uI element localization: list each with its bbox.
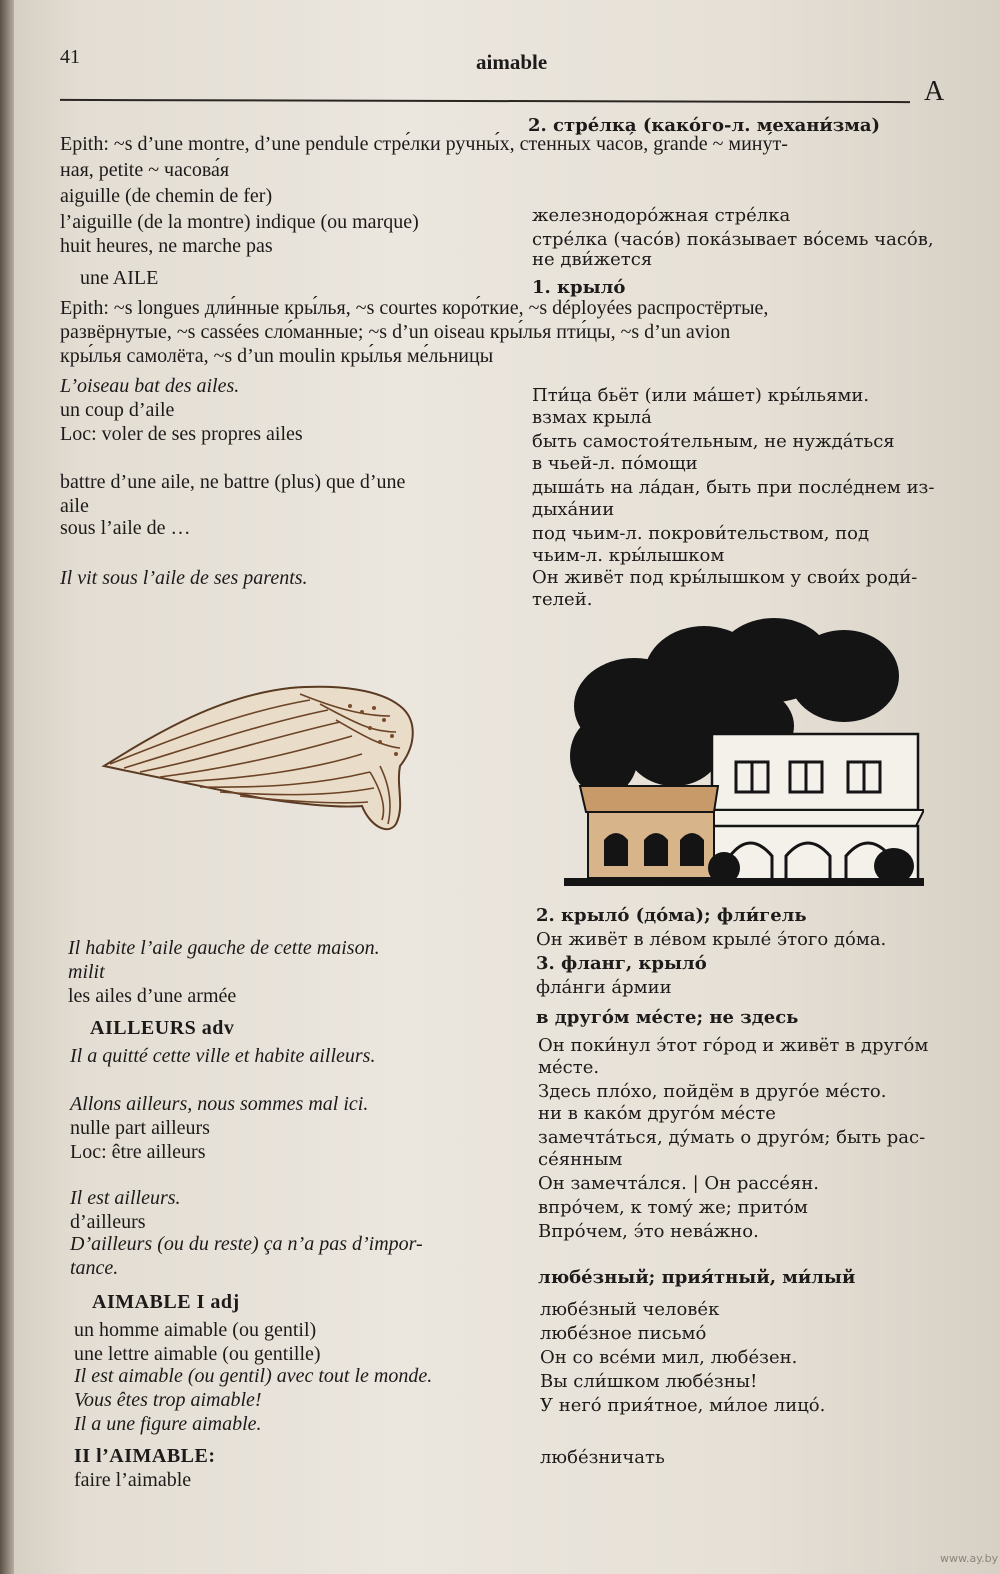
translation-line: замечта́ться, ду́мать о друго́м; быть рас- (538, 1127, 926, 1148)
translation-line: быть самостоя́тельным, не нужда́ться (532, 431, 895, 452)
translation-line: в чьей-л. по́мощи (532, 453, 698, 474)
entry-heading: II l’AIMABLE: (74, 1445, 216, 1467)
sense-heading: 2. крыло́ (до́ма); фли́гель (536, 905, 807, 926)
example-line: Il est aimable (ou gentil) avec tout le monde. (74, 1365, 433, 1387)
translation-line: ни в како́м друго́м ме́сте (538, 1103, 776, 1124)
example-line: Il vit sous l’aile de ses parents. (60, 567, 308, 589)
example-line: Allons ailleurs, nous sommes mal ici. (70, 1093, 369, 1115)
translation-line: стре́лка (часо́в) пока́зывает во́семь часо́в, (532, 229, 934, 250)
translation-line: чьим-л. кры́лышком (532, 545, 725, 566)
example-line: L’oiseau bat des ailes. (60, 375, 240, 397)
translation-line: ме́сте. (538, 1057, 600, 1078)
text-line: ная, petite ~ часова́я (60, 159, 230, 181)
text-line: aiguille (de chemin de fer) (60, 185, 273, 207)
sense-heading: 3. фланг, крыло́ (536, 953, 707, 974)
text-line: Loc: voler de ses propres ailes (60, 423, 303, 445)
sense-heading: 1. крыло́ (532, 277, 626, 298)
translation-line: Вы сли́шком любе́зны! (540, 1371, 758, 1392)
example-line: tance. (70, 1257, 119, 1279)
text-line: l’aiguille (de la montre) indique (ou marque) (60, 211, 419, 233)
sense-heading: любе́зный; прия́тный, ми́лый (538, 1267, 856, 1288)
sense-heading: 2. стре́лка (како́го-л. механи́зма) (528, 115, 881, 136)
translation-line: У него́ прия́тное, ми́лое лицо́. (540, 1395, 826, 1416)
entry-heading: AIMABLE I adj (92, 1291, 240, 1313)
entry-heading: une AILE (80, 267, 159, 289)
translation-line: под чьим-л. покрови́тельством, под (532, 523, 870, 544)
text-line: Epith: ~s d’une montre, d’une pendule стре́лки ручны́х, стенны́х часо́в, grande ~ мину́т- (60, 133, 788, 155)
translation-line: Здесь пло́хо, пойдём в друго́е ме́сто. (538, 1081, 887, 1102)
text-line: un coup d’aile (60, 399, 175, 421)
translation-line: взмах крыла́ (532, 407, 652, 428)
example-line: Il habite l’aile gauche de cette maison. (68, 937, 380, 959)
translation-line: впро́чем, к тому́ же; прито́м (538, 1197, 808, 1218)
text-line: un homme aimable (ou gentil) (74, 1319, 317, 1341)
text-line: une lettre aimable (ou gentille) (74, 1343, 321, 1365)
translation-line: любе́зное письмо́ (540, 1323, 707, 1344)
text-line: кры́лья самолёта, ~s d’un moulin кры́лья ме́льницы (60, 345, 494, 367)
text-line: sous l’aile de … (60, 517, 191, 539)
translation-line: Пти́ца бьёт (или ма́шет) кры́льями. (532, 385, 870, 406)
text-line: les ailes d’une armée (68, 985, 237, 1007)
translation-line: дыха́нии (532, 499, 615, 520)
sense-heading: в друго́м ме́сте; не здесь (536, 1007, 799, 1028)
page-number: 41 (60, 46, 80, 68)
label-line: milit (68, 961, 105, 983)
book-spine-shadow (0, 0, 14, 1574)
text-line: nulle part ailleurs (70, 1117, 210, 1139)
text-line: развёрнутые, ~s cassées сло́манные; ~s d’un oiseau кры́лья пти́цы, ~s d’un avion (60, 321, 731, 343)
text-line: d’ailleurs (70, 1211, 146, 1233)
text-line: Loc: être ailleurs (70, 1141, 206, 1163)
example-line: Il est ailleurs. (70, 1187, 181, 1209)
translation-line: не дви́жется (532, 249, 653, 270)
translation-line: Он замечта́лся. | Он рассе́ян. (538, 1173, 819, 1194)
translation-line: Впро́чем, э́то нева́жно. (538, 1221, 759, 1242)
text-line: battre d’une aile, ne battre (plus) que d’une (60, 471, 406, 493)
translation-line: телей. (532, 589, 593, 610)
entry-heading: AILLEURS adv (90, 1017, 235, 1039)
header-rule (60, 99, 910, 103)
translation-line: любе́зный челове́к (540, 1299, 720, 1320)
translation-line: Он живёт под кры́лышком у свои́х роди́- (532, 567, 918, 588)
example-line: Il a quitté cette ville et habite ailleurs. (70, 1045, 376, 1067)
translation-line: Он со все́ми мил, любе́зен. (540, 1347, 798, 1368)
translation-line: любе́зничать (540, 1447, 665, 1468)
example-line: D’ailleurs (ou du reste) ça n’a pas d’impor- (70, 1233, 423, 1255)
translation-line: дыша́ть на ла́дан, быть при после́днем из- (532, 477, 935, 498)
translation-line: Он поки́нул э́тот го́род и живёт в друго́м (538, 1035, 929, 1056)
house-illustration (564, 616, 924, 888)
wing-illustration (100, 676, 430, 836)
translation-line: фла́нги а́рмии (536, 977, 672, 998)
example-line: Vous êtes trop aimable! (74, 1389, 262, 1411)
example-line: Il a une figure aimable. (74, 1413, 262, 1435)
section-letter: A (924, 76, 945, 107)
text-line: Epith: ~s longues дли́нные кры́лья, ~s courtes коро́ткие, ~s déployées распростёртые, (60, 297, 769, 319)
translation-line: Он живёт в ле́вом крыле́ э́того до́ма. (536, 929, 887, 950)
translation-line: се́янным (538, 1149, 623, 1170)
translation-line: железнодоро́жная стре́лка (532, 205, 791, 226)
text-line: huit heures, ne marche pas (60, 235, 273, 257)
text-line: faire l’aimable (74, 1469, 192, 1491)
running-headword: aimable (476, 50, 548, 74)
watermark: www.ay.by (940, 1552, 999, 1565)
text-line: aile (60, 495, 89, 517)
